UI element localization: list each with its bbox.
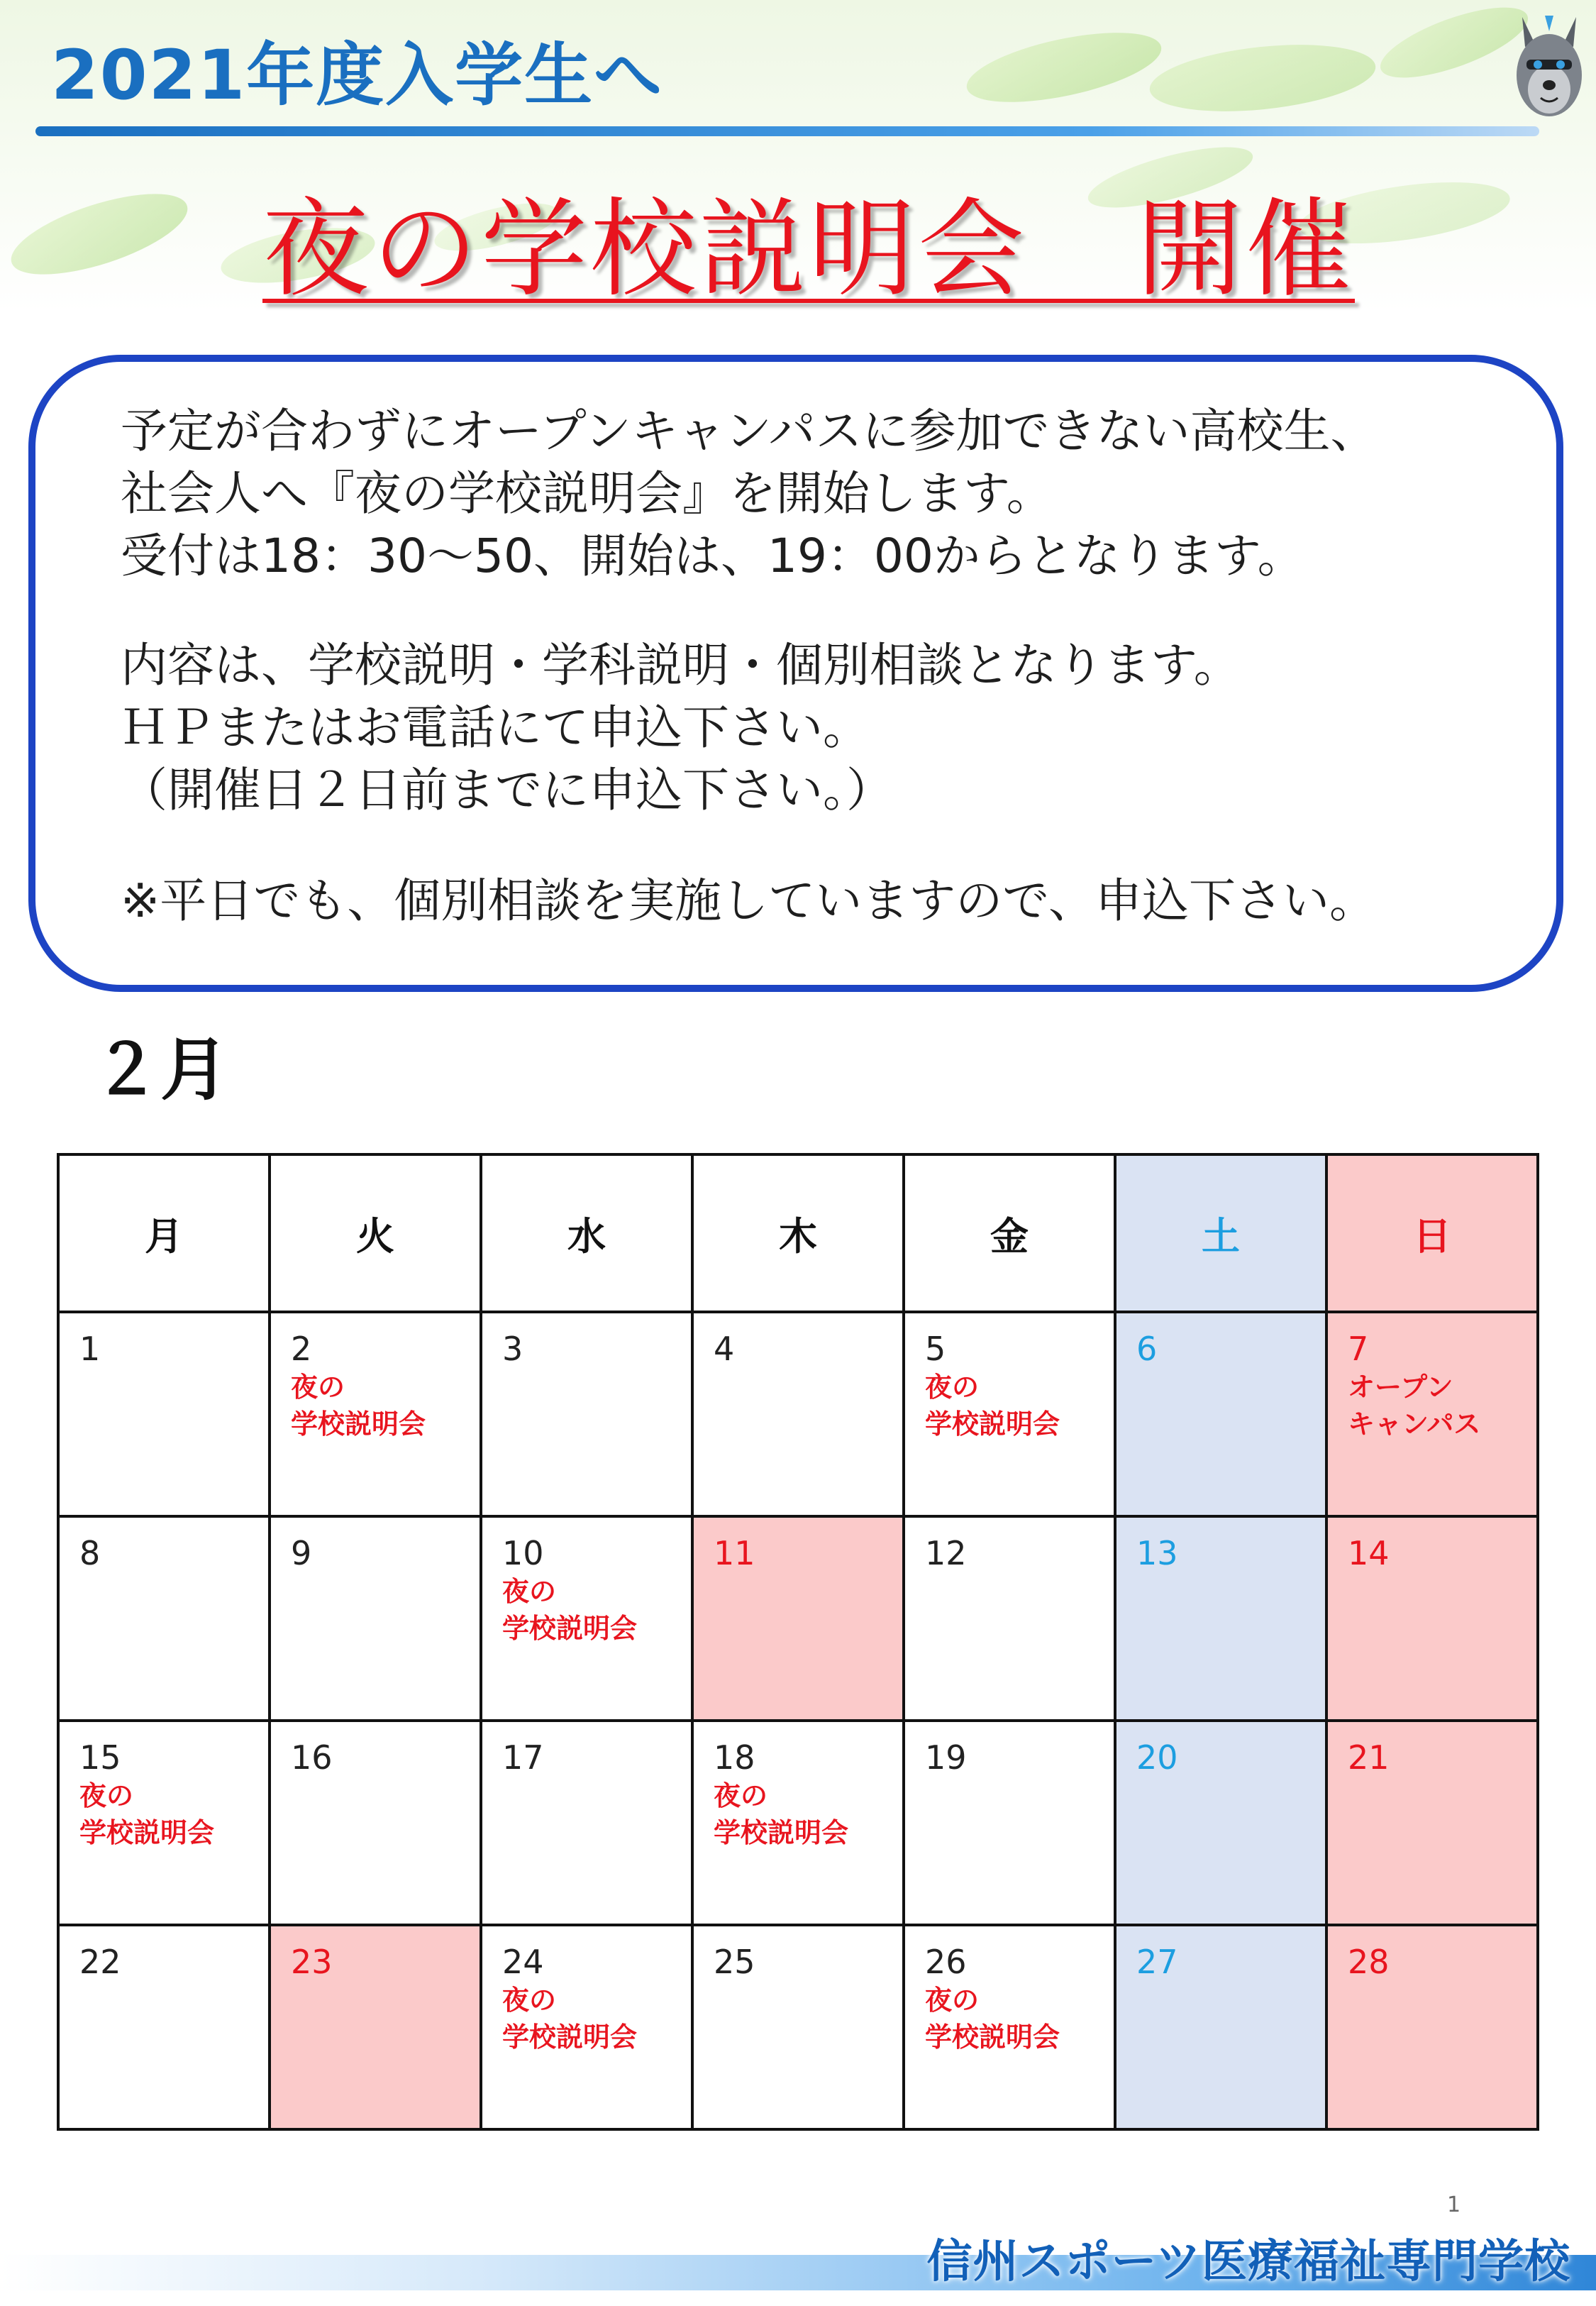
day-number: 28: [1348, 1943, 1390, 1981]
calendar-day-cell: [904, 1925, 1115, 2129]
weekday-header-sat: 土: [1115, 1154, 1326, 1312]
day-event-label: 夜の 学校説明会: [502, 1985, 638, 2053]
header-rule: [35, 126, 1539, 136]
weekday-header-mon: 月: [58, 1154, 270, 1312]
day-number: 8: [79, 1534, 101, 1572]
day-number: 26: [925, 1943, 967, 1981]
day-number: 11: [714, 1534, 755, 1572]
day-number: 14: [1348, 1534, 1390, 1572]
day-number: 19: [925, 1738, 967, 1777]
day-number: 9: [291, 1534, 312, 1572]
day-event-label: 夜の 学校説明会: [79, 1780, 215, 1848]
info-line: （開催日２日前までに申込下さい。）: [121, 763, 893, 817]
calendar-day-cell: [481, 1721, 692, 1925]
calendar-day-cell: [270, 1312, 481, 1516]
calendar-week-row: [58, 1312, 1538, 1516]
calendar-day-cell: [692, 1721, 904, 1925]
calendar-day-cell: [1326, 1312, 1538, 1516]
day-number: 7: [1348, 1330, 1369, 1368]
day-number: 15: [79, 1738, 121, 1777]
day-event-label: 夜の 学校説明会: [291, 1372, 426, 1440]
info-paragraph-1: [121, 400, 1377, 587]
day-number: 4: [714, 1330, 735, 1368]
weekday-header-thu: 木: [692, 1154, 904, 1312]
day-event-label: オープン キャンパス: [1348, 1372, 1481, 1440]
calendar-week-row: [58, 1925, 1538, 2129]
calendar-day-cell: [692, 1516, 904, 1721]
calendar-day-cell: [58, 1925, 270, 2129]
day-number: 10: [502, 1534, 544, 1572]
day-number: 3: [502, 1330, 523, 1368]
calendar-day-cell: [481, 1925, 692, 2129]
info-line: 予定が合わずにオープンキャンパスに参加できない高校生、: [121, 404, 1378, 458]
day-event-label: 夜の 学校説明会: [925, 1372, 1060, 1440]
day-number: 21: [1348, 1738, 1390, 1777]
page-number: 1: [1447, 2192, 1461, 2217]
day-number: 1: [79, 1330, 101, 1368]
calendar-week-row: [58, 1516, 1538, 1721]
day-event-label: 夜の 学校説明会: [502, 1576, 638, 1644]
calendar-day-cell: [1326, 1516, 1538, 1721]
calendar-day-cell: [904, 1312, 1115, 1516]
calendar-day-cell: [692, 1312, 904, 1516]
info-line: ＨＰまたはお電話にて申込下さい。: [121, 700, 870, 755]
day-number: 16: [291, 1738, 333, 1777]
info-line: 内容は、学校説明・学科説明・個別相談となります。: [121, 638, 1241, 693]
day-number: 20: [1136, 1738, 1178, 1777]
footer-school-name: 信州スポーツ医療福祉専門学校: [926, 2236, 1570, 2288]
event-title: 夜の学校説明会 開催: [262, 188, 1356, 311]
calendar-day-cell: [1115, 1516, 1326, 1721]
wolf-mascot-icon: [1509, 10, 1589, 123]
day-event-label: 夜の 学校説明会: [925, 1985, 1060, 2053]
calendar-day-cell: [1115, 1312, 1326, 1516]
calendar-day-cell: [270, 1516, 481, 1721]
calendar-day-cell: [270, 1925, 481, 2129]
info-box: [28, 355, 1563, 992]
header-title: 2021年度入学生へ: [51, 35, 664, 115]
day-event-label: 夜の 学校説明会: [714, 1780, 849, 1848]
calendar-day-cell: [1115, 1925, 1326, 2129]
calendar-day-cell: [692, 1925, 904, 2129]
day-number: 12: [925, 1534, 967, 1572]
weekday-header-row: [58, 1154, 1538, 1312]
calendar-day-cell: [58, 1312, 270, 1516]
info-line: 受付は18：30～50、開始は、19：00からとなります。: [121, 529, 1304, 583]
info-note: ※平日でも、個別相談を実施していますので、申込下さい。: [121, 873, 1376, 928]
month-label: ２月: [92, 1030, 228, 1110]
info-paragraph-2: [121, 634, 1241, 822]
day-number: 13: [1136, 1534, 1178, 1572]
calendar-day-cell: [481, 1516, 692, 1721]
weekday-header-sun: 日: [1326, 1154, 1538, 1312]
calendar-day-cell: [1115, 1721, 1326, 1925]
calendar-day-cell: [58, 1721, 270, 1925]
day-number: 24: [502, 1943, 544, 1981]
day-number: 23: [291, 1943, 333, 1981]
day-number: 6: [1136, 1330, 1158, 1368]
day-number: 27: [1136, 1943, 1178, 1981]
calendar-day-cell: [904, 1721, 1115, 1925]
day-number: 2: [291, 1330, 312, 1368]
calendar-day-cell: [481, 1312, 692, 1516]
weekday-header-fri: 金: [904, 1154, 1115, 1312]
day-number: 17: [502, 1738, 544, 1777]
calendar-day-cell: [270, 1721, 481, 1925]
calendar-day-cell: [1326, 1721, 1538, 1925]
info-line: 社会人へ『夜の学校説明会』を開始します。: [121, 466, 1053, 521]
weekday-header-wed: 水: [481, 1154, 692, 1312]
calendar-week-row: [58, 1721, 1538, 1925]
calendar-table: [57, 1153, 1539, 2131]
calendar-day-cell: [904, 1516, 1115, 1721]
weekday-header-tue: 火: [270, 1154, 481, 1312]
day-number: 5: [925, 1330, 946, 1368]
day-number: 18: [714, 1738, 755, 1777]
day-number: 25: [714, 1943, 755, 1981]
day-number: 22: [79, 1943, 121, 1981]
calendar-day-cell: [58, 1516, 270, 1721]
calendar-day-cell: [1326, 1925, 1538, 2129]
